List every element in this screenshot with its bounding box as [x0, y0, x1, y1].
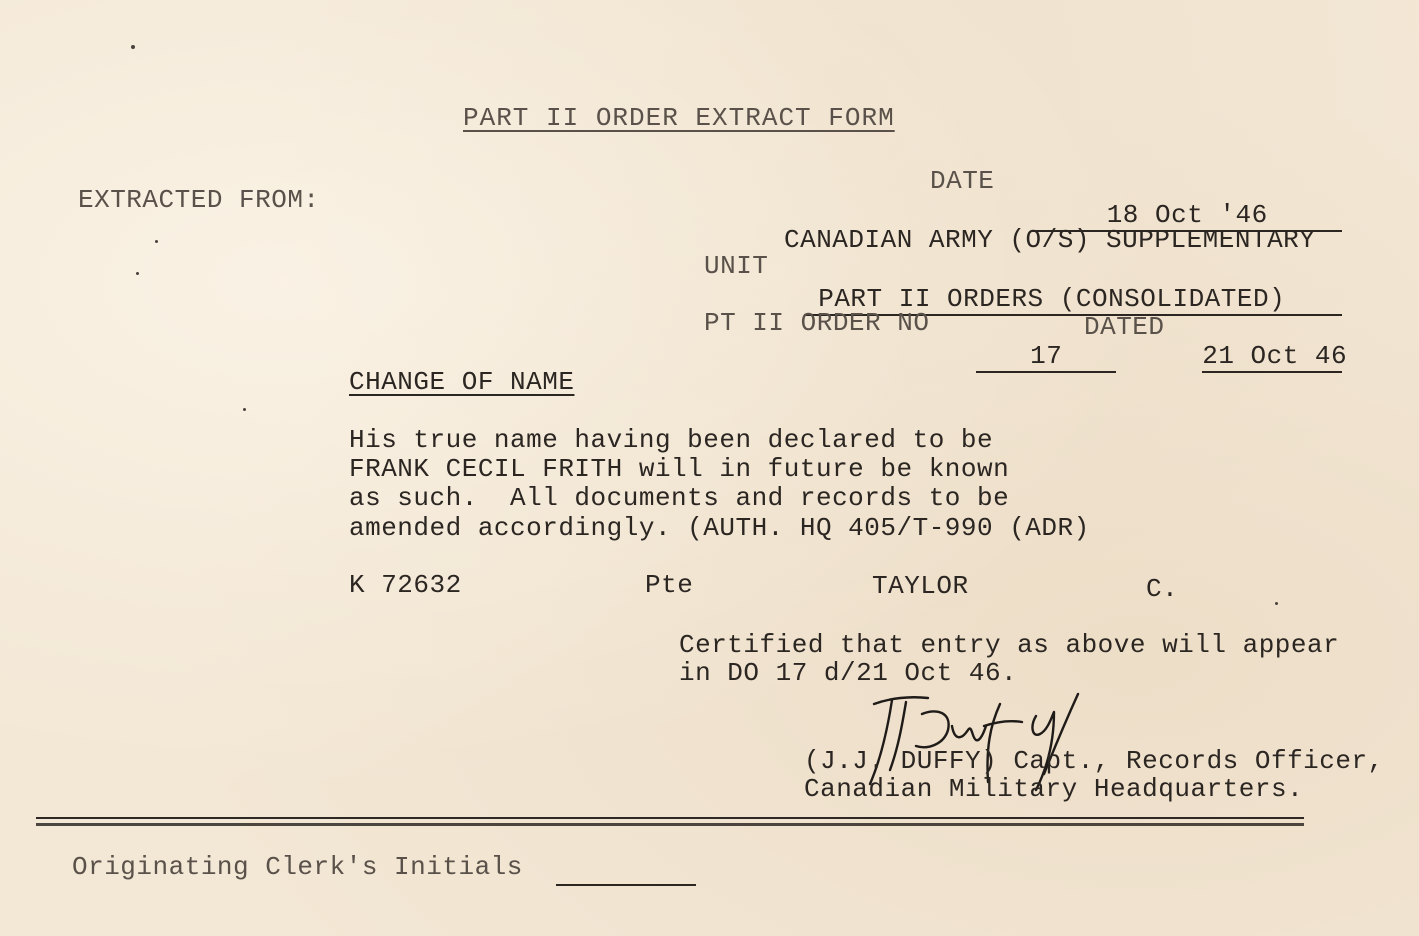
paper-speck	[243, 408, 246, 411]
initial: C.	[1146, 574, 1179, 604]
paper-speck	[155, 240, 158, 243]
paper-speck	[136, 272, 139, 275]
certification-line: Certified that entry as above will appear	[679, 630, 1340, 660]
order-no-value: 17	[976, 342, 1116, 373]
officer-line-1: (J.J. DUFFY) Capt., Records Officer,	[804, 746, 1384, 776]
date-field	[1000, 172, 1342, 232]
paper-speck	[1275, 602, 1278, 605]
certification-line: in DO 17 d/21 Oct 46.	[679, 658, 1018, 688]
body-line: FRANK CECIL FRITH will in future be known	[349, 454, 1010, 484]
dated-label: DATED	[1084, 312, 1165, 342]
body-line: His true name having been declared to be	[349, 425, 994, 455]
unit-field	[772, 256, 1342, 316]
dated-field	[1170, 313, 1348, 373]
body-line: as such. All documents and records to be	[349, 483, 1010, 513]
unit-line-2: PART II ORDERS (CONSOLIDATED)	[804, 285, 1342, 316]
surname: TAYLOR	[872, 571, 969, 601]
dated-value: 21 Oct 46	[1202, 341, 1348, 371]
service-number: K 72632	[349, 570, 462, 600]
body-line: amended accordingly. (AUTH. HQ 405/T-990 (ADR)	[349, 513, 1090, 543]
divider-rule	[36, 823, 1304, 826]
date-label: DATE	[930, 166, 995, 196]
divider-rule	[36, 817, 1304, 819]
unit-line-1: CANADIAN ARMY (O/S) SUPPLEMENTARY	[784, 225, 1316, 255]
unit-label: UNIT	[704, 251, 769, 281]
date-value: 18 Oct '46	[1032, 201, 1342, 232]
extracted-from-label: EXTRACTED FROM:	[78, 185, 320, 215]
clerk-initials-field	[556, 884, 696, 886]
form-title: PART II ORDER EXTRACT FORM	[463, 103, 895, 133]
change-of-name-heading: CHANGE OF NAME	[349, 367, 575, 397]
rank: Pte	[645, 570, 694, 600]
clerk-initials-label: Originating Clerk's Initials	[72, 852, 523, 882]
officer-line-2: Canadian Military Headquarters.	[804, 774, 1304, 804]
order-no-label: PT II ORDER NO	[704, 308, 930, 338]
paper-speck	[131, 45, 135, 49]
